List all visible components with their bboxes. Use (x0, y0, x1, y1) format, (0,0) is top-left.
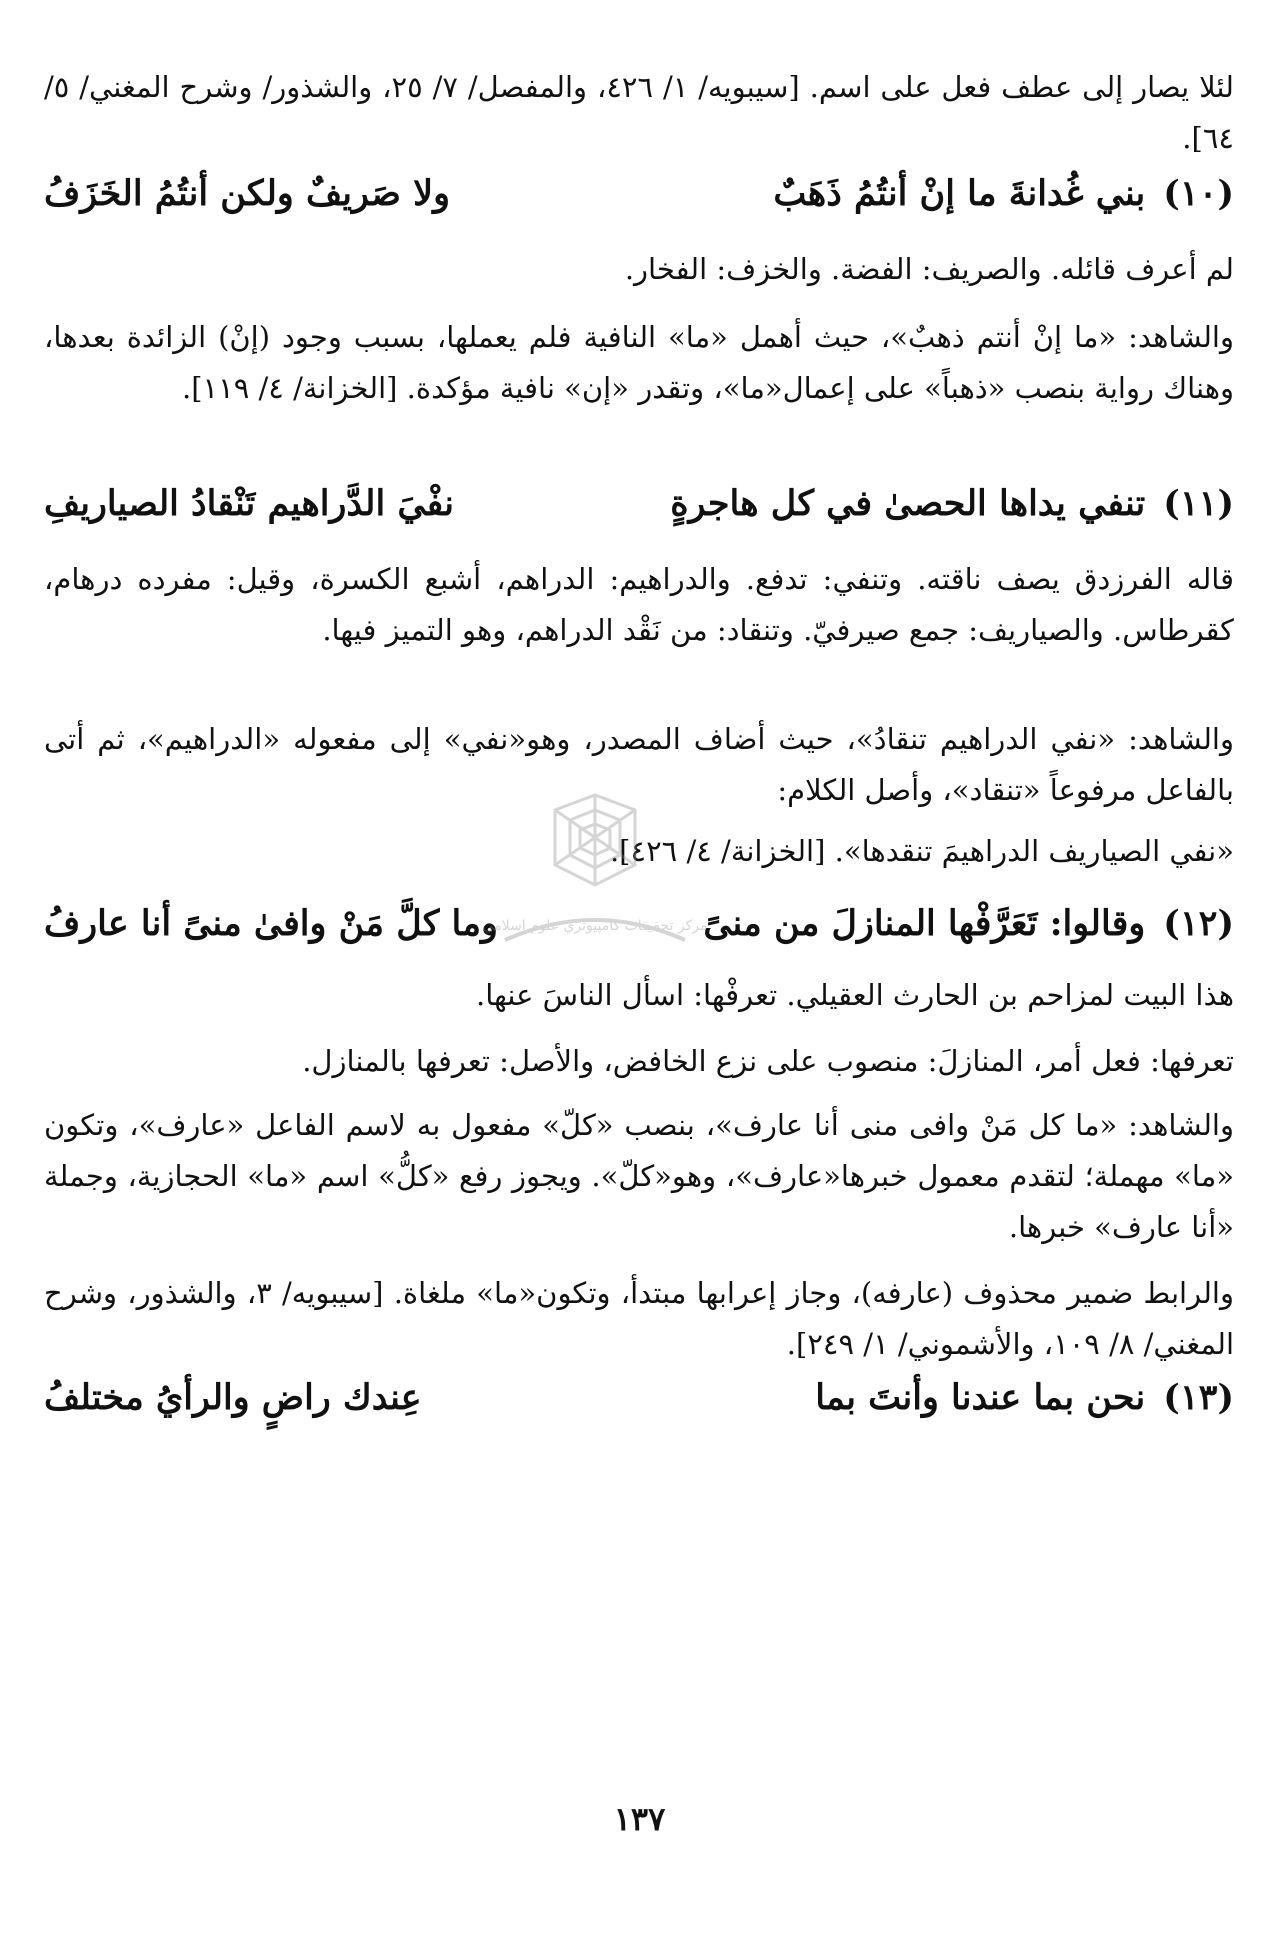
paragraph-6: «نفي الصياريف الدراهيمَ تنقدها». [الخزانة/ ٤/ ٤٢٦]. (609, 834, 1234, 868)
verse-number: (١٣) (1163, 1377, 1234, 1418)
paragraph-7: هذا البيت لمزاحم بن الحارث العقيلي. تعرفْها: اسأل الناسَ عنها. (475, 978, 1234, 1012)
watermark-text: مركز تحقيقات كامپيوتري علوم اسلامي (482, 918, 708, 934)
paragraph-5: والشاهد: «نفي الدراهيم تنقادُ»، حيث أضاف المصدر، وهو«نفي» إلى مفعوله «الدراهيم»، ثم أتى بالفاعل مرفوعاً «تنقاد»، وأصل الكلام: (44, 722, 1234, 807)
verse-first-hemistich: تنفي يداها الحصىٰ في كل هاجرةٍ (670, 483, 1146, 524)
verse-second-hemistich: عِندك راضٍ والرأيُ مختلفُ (44, 1377, 422, 1418)
paragraph-2: لم أعرف قائله. والصريف: الفضة. والخزف: الفخار. (624, 252, 1234, 286)
verse-second-hemistich: وما كلَّ مَنْ وافىٰ منىً أنا عارفُ (44, 903, 498, 944)
verse-first-hemistich: نحن بما عندنا وأنتَ بما (815, 1377, 1146, 1418)
verse-second-hemistich: ولا صَريفٌ ولكن أنتُمُ الخَزَفُ (44, 173, 451, 214)
paragraph-4: قاله الفرزدق يصف ناقته. وتنفي: تدفع. والدراهيم: الدراهم، أشبع الكسرة، وقيل: مفرده درهام، كقرطاس. والصياريف: جمع صيرفيّ. وتنقاد: من نَقْد الدراهم، وهو التميز فيها. (44, 562, 1234, 647)
verse-13 (44, 1370, 1234, 1426)
verse-first-hemistich: وقالوا: تَعَرَّفْها المنازلَ من منىً (703, 903, 1146, 944)
page-number: ١٣٧ (613, 1800, 666, 1838)
paragraph-1: لئلا يصار إلى عطف فعل على اسم. [سيبويه/ ١/ ٤٢٦، والمفصل/ ٧/ ٢٥، والشذور/ وشرح المغني/ ٥/ ٦٤]. (44, 70, 1234, 155)
verse-number: (١٠) (1163, 173, 1234, 214)
paragraph-9: والشاهد: «ما كل مَنْ وافى منى أنا عارف»، بنصب «كلّ» مفعول به لاسم الفاعل «عارف»، وتكون «ما» مهملة؛ لتقدم معمول خبرها«عارف»، وهو«كلّ». ويجوز رفع «كلُّ» اسم «ما» الحجازية، وجملة «أنا عارف» خبرها. (44, 1108, 1234, 1244)
verse-number: (١٢) (1163, 903, 1234, 944)
verse-number: (١١) (1163, 483, 1234, 524)
verse-10 (44, 166, 1234, 222)
verse-first-hemistich: بني غُدانةَ ما إنْ أنتُمُ ذَهَبٌ (773, 173, 1146, 214)
watermark-logo (482, 790, 708, 960)
paragraph-3: والشاهد: «ما إنْ أنتم ذهبٌ»، حيث أهمل «ما» النافية فلم يعملها، بسبب وجود (إنْ) الزائدة بعدها، وهناك رواية بنصب «ذهباً» على إعمال«ما»، وتقدر «إن» نافية مؤكدة. [الخزانة/ ٤/ ١١٩]. (44, 320, 1234, 405)
paragraph-10: والرابط ضمير محذوف (عارفه)، وجاز إعرابها مبتدأ، وتكون«ما» ملغاة. [سيبويه/ ٣، والشذور، وشرح المغني/ ٨/ ١٠٩، والأشموني/ ١/ ٢٤٩]. (44, 1276, 1234, 1361)
verse-second-hemistich: نفْيَ الدَّراهيم تَنْقادُ الصياريفِ (44, 483, 454, 524)
verse-11 (44, 476, 1234, 532)
paragraph-8: تعرفها: فعل أمر، المنازلَ: منصوب على نزع الخافض، والأصل: تعرفها بالمنازل. (302, 1044, 1234, 1078)
